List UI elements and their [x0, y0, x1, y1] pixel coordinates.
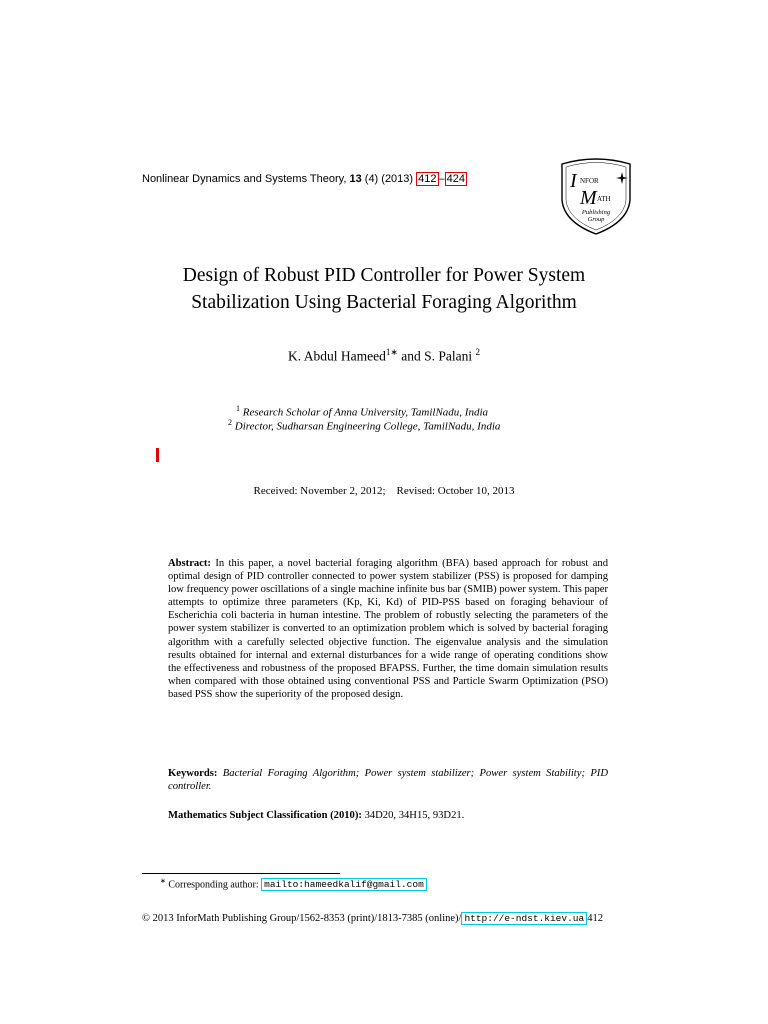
author-1: K. Abdul Hameed	[287, 348, 386, 364]
author-2-affil: 2	[475, 347, 481, 357]
journal-name: Nonlinear Dynamics and Systems Theory,	[142, 173, 347, 185]
affiliation-1	[236, 404, 488, 419]
footnote	[160, 877, 427, 890]
msc-classification	[168, 810, 464, 821]
copyright-symbol: ©	[142, 913, 150, 924]
title-line-2: Stabilization Using Bacterial Foraging Algorithm	[191, 292, 577, 313]
author-2: and S. Palani	[397, 348, 476, 364]
logo-text-publishing: Publishing	[581, 209, 611, 216]
keywords-text: Bacterial Foraging Algorithm; Power system stabilizer; Power system Stability; PID controller.	[168, 768, 608, 793]
red-margin-mark	[156, 448, 159, 462]
revised-date: Revised: October 10, 2013	[396, 485, 515, 497]
logo-text-nfor: NFOR	[580, 177, 599, 185]
author-1-affil: 1∗	[385, 347, 398, 357]
dates	[100, 485, 668, 497]
journal-url-link[interactable]: http://e-ndst.kiev.ua	[461, 912, 587, 925]
affiliation-1-text: Research Scholar of Anna University, TamilNadu, India	[242, 406, 488, 419]
keywords-label: Keywords:	[168, 768, 218, 779]
authors	[100, 347, 668, 365]
abstract-text: In this paper, a novel bacterial foraging algorithm (BFA) based approach for robust and optimal design of PID controller connected to power system stabilizer (PSS) is proposed for damping low frequency power oscillations of a single machine infinite bus bar (SMIB) power system. This paper attempts to optimize three parameters (Kp, Ki, Kd) of PID-PSS based on foraging behaviour of Escherichia coli bacteria in human intestine. The problem of robustly selecting the parameters of the power system stabilizer is converted to an optimization problem which is solved by bacterial foraging algorithm with a carefully selected objective function. The eigenvalue analysis and the simulation results obtained for internal and external disturbances for a wide range of operating conditions show the effectiveness and robustness of the proposed BFAPSS. Further, the time domain simulation results when compared with those obtained using conventional PSS and Particle Swarm Optimization (PSO) based PSS show the superiority of the proposed design.	[168, 558, 608, 700]
footnote-label: Corresponding author:	[168, 879, 259, 891]
logo-text-group: Group	[587, 216, 605, 223]
logo-text-ath: ATH	[597, 195, 611, 203]
msc-label: Mathematics Subject Classification (2010):	[168, 810, 362, 821]
copyright-line	[142, 913, 603, 924]
msc-codes: 34D20, 34H15, 93D21.	[364, 810, 465, 821]
title-line-1: Design of Robust PID Controller for Power System	[182, 265, 586, 286]
page-separator: –	[438, 173, 445, 185]
page-end-link[interactable]: 424	[446, 173, 465, 185]
received-date: Received: November 2, 2012;	[253, 485, 386, 497]
logo-letter-m: M	[580, 187, 597, 209]
logo-letter-i: I	[570, 170, 577, 192]
abstract	[168, 557, 608, 701]
keywords	[168, 767, 608, 793]
affiliation-2-text: Director, Sudharsan Engineering College, TamilNadu, India	[234, 420, 501, 433]
affiliation-2-marker: 2	[228, 418, 232, 427]
journal-issue: (4) (2013)	[364, 173, 414, 185]
footnote-mark: ∗	[160, 877, 166, 885]
footnote-rule	[142, 873, 340, 874]
journal-volume: 13	[349, 173, 362, 185]
copyright-page-number: 412	[587, 913, 603, 924]
affiliation-1-marker: 1	[236, 404, 240, 413]
informath-logo	[556, 156, 636, 236]
paper-title	[100, 262, 668, 316]
journal-citation	[142, 173, 467, 185]
corresponding-email-link[interactable]: mailto:hameedkalif@gmail.com	[261, 878, 427, 891]
copyright-text: 2013 InforMath Publishing Group/1562-8353 (print)/1813-7385 (online)/	[152, 913, 462, 924]
affiliation-2	[228, 418, 500, 433]
page-start-link[interactable]: 412	[418, 173, 437, 185]
abstract-label: Abstract:	[168, 558, 211, 569]
